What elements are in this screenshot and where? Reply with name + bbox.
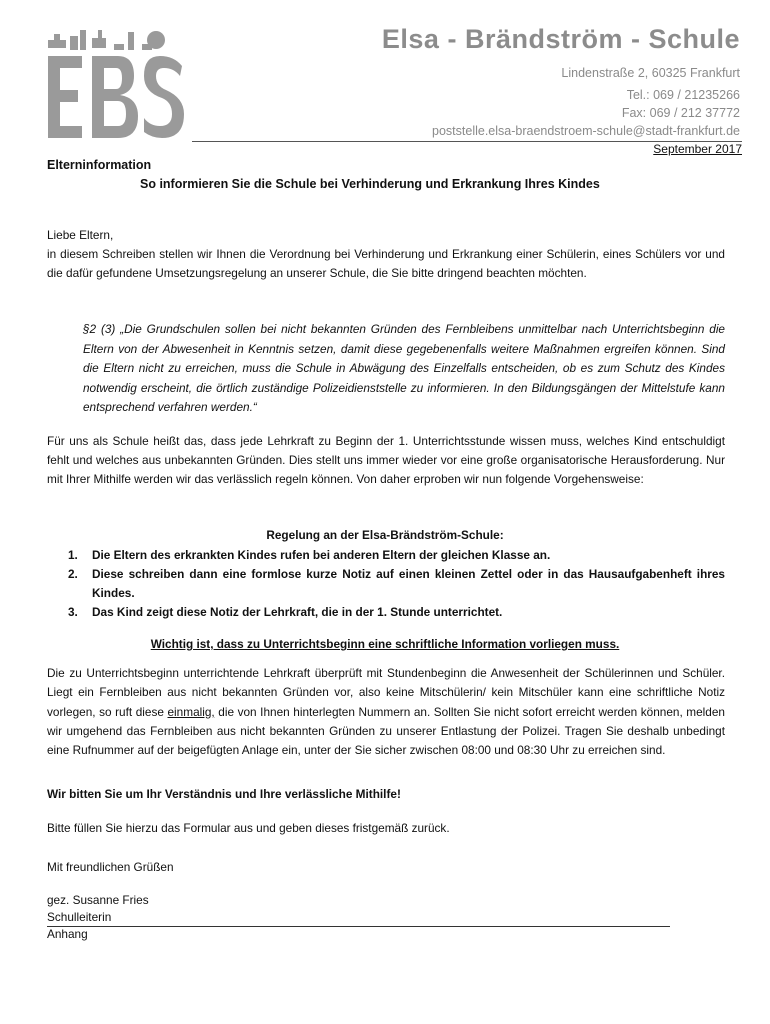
list-item <box>68 546 725 565</box>
list-text: Diese schreiben dann eine formlose kurze Notiz auf einen kleinen Zettel oder in das Hausaufgabenheft ihres Kindes. <box>92 567 725 600</box>
signer-name: gez. Susanne Fries <box>47 893 149 907</box>
list-number: 3. <box>68 605 78 619</box>
letter-subheading: So informieren Sie die Schule bei Verhinderung und Erkrankung Ihres Kindes <box>140 177 600 191</box>
email-address: poststelle.elsa-braendstroem-schule@stadt-frankfurt.de <box>432 124 740 138</box>
school-name: Elsa - Brändström - Schule <box>381 24 740 54</box>
intro-paragraph: in diesem Schreiben stellen wir Ihnen die Verordnung bei Verhinderung und Erkrankung einer Schülerin, eines Schülers vor und die dafür gefundene Umsetzungsregelung an unserer Schule, die Sie bitte dringend beachten möchten. <box>47 247 725 280</box>
rule-list <box>68 546 725 622</box>
signer-role: Schulleiterin <box>47 910 112 924</box>
letter-heading: Elterninformation <box>47 158 152 172</box>
phone-number: Tel.: 069 / 21235266 <box>626 88 740 102</box>
important-note: Wichtig ist, dass zu Unterrichtsbeginn eine schriftliche Information vorliegen muss. <box>150 637 620 651</box>
form-note: Bitte füllen Sie hierzu das Formular aus und geben dieses fristgemäß zurück. <box>47 821 450 835</box>
attachment-label: Anhang <box>47 927 88 941</box>
address-street: Lindenstraße 2, 60325 Frankfurt <box>561 66 740 80</box>
list-number: 2. <box>68 567 78 581</box>
school-logo-icon <box>40 26 190 144</box>
list-text: Das Kind zeigt diese Notiz der Lehrkraft, die in der 1. Stunde unterrichtet. <box>92 605 503 619</box>
attendance-paragraph <box>47 664 725 760</box>
rule-title: Regelung an der Elsa-Brändström-Schule: <box>266 528 504 542</box>
list-item <box>68 603 725 622</box>
list-number: 1. <box>68 548 78 562</box>
attendance-text-end: die von Ihnen hinterlegten Nummern an. Sollten Sie nicht sofort erreicht werden können, melden wir umgehend das Fernbleiben aus nicht bekannten Gründen zu unserer Entlastung der Polizei. Tragen Sie deshalb unbedingt eine Rufnummer auf der beigefügten Anlage ein, unter der Sie sicher zwischen 08:00 und 08:30 Uhr zu erreichen sind. <box>47 704 725 758</box>
fax-number: Fax: 069 / 212 37772 <box>621 106 740 120</box>
salutation: Liebe Eltern, <box>47 228 114 242</box>
request-line: Wir bitten Sie um Ihr Verständnis und Ihre verlässliche Mithilfe! <box>47 787 401 801</box>
closing-line: Mit freundlichen Grüßen <box>47 860 174 874</box>
attendance-text-start: Die zu Unterrichtsbeginn unterrichtende Lehrkraft überprüft mit Stundenbeginn die Anwesenheit der Schülerinnen und Schüler. Liegt ein Fernbleiben aus nicht bekannten Gründen vor, also keine Mitschülerin/ kein Mitschüler kann eine schriftliche Notiz vorlegen, so ruft diese <box>47 666 725 719</box>
procedure-paragraph: Für uns als Schule heißt das, dass jede Lehrkraft zu Beginn der 1. Unterrichtsstunde wissen muss, welches Kind entschuldigt fehlt und welches aus unbekannten Gründen. Dies stellt uns immer wieder vor eine große organisatorische Herausforderung. Nur mit Ihrer Mithilfe werden wir das verlässlich regeln können. Von daher erproben wir nun folgende Vorgehensweise: <box>47 434 725 486</box>
footer-divider <box>47 926 670 927</box>
list-text: Die Eltern des erkrankten Kindes rufen bei anderen Eltern der gleichen Klasse an. <box>92 548 551 562</box>
attendance-text-emphasis: einmalig, <box>167 704 215 719</box>
letter-date: September 2017 <box>653 142 742 156</box>
regulation-quote: §2 (3) „Die Grundschulen sollen bei nicht bekannten Gründen des Fernbleibens unmittelbar nach Unterrichtsbeginn die Eltern von der Abwesenheit in Kenntnis setzen, damit diese gegebenenfalls weitere Maßnahmen ergreifen können. Sind die Eltern nicht zu erreichen, muss die Schule in Abwägung des Einzelfalls entscheiden, ob es zum Schutz des Kindes notwendig erscheint, die örtlich zuständige Polizeidienststelle zu informieren. In den Bildungsgängen der Mittelstufe kann entsprechend verfahren werden.“ <box>83 322 725 415</box>
list-item <box>68 565 725 603</box>
